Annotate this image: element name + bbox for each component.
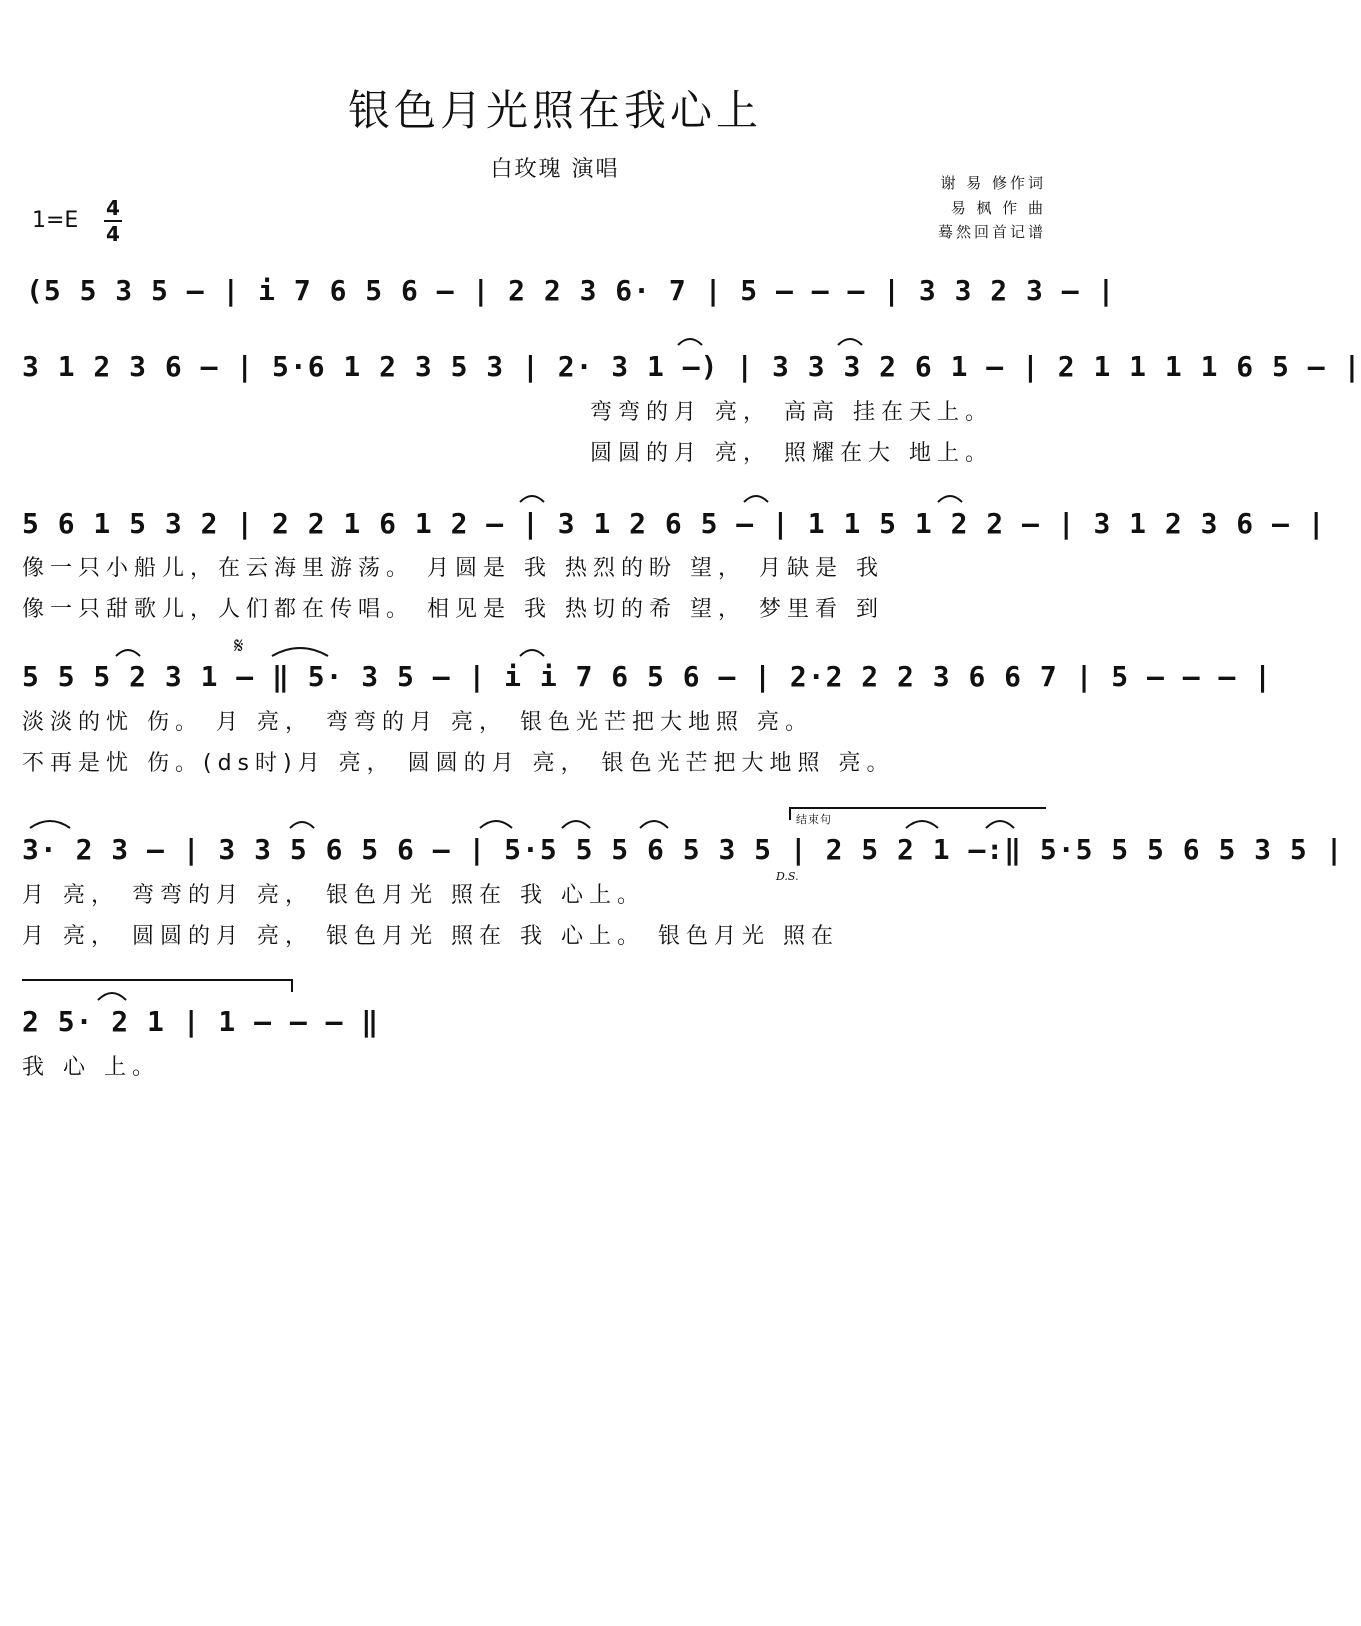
slur-arc xyxy=(838,339,862,345)
slur-arc xyxy=(938,496,962,502)
slur-arc xyxy=(986,821,1014,828)
slur-arc xyxy=(744,496,768,502)
time-signature-top: 4 xyxy=(106,196,120,220)
lyricist-credit: 谢 易 修作词 xyxy=(940,174,1046,192)
slur-arc xyxy=(520,650,544,656)
composer-credit: 易 枫 作 曲 xyxy=(950,199,1046,217)
ending-bracket-continued xyxy=(22,980,292,992)
slur-arc xyxy=(98,993,126,1000)
slur-arc xyxy=(640,821,668,828)
slur-arc xyxy=(272,648,328,656)
time-signature-bottom: 4 xyxy=(106,222,120,246)
slur-arc xyxy=(678,339,702,345)
ending-label: 结束句 xyxy=(796,813,832,826)
notation-row-2: 3 1 2 3 6 – | 5·6 1 2 3 5 3 | 2· 3 1 –) | 3 3 3 2 6 1 – | 2 1 1 1 1 6 5 – | xyxy=(22,350,1361,383)
lyric-row-6-verse-1: 我 心 上。 xyxy=(22,1055,160,1080)
notation-row-3: 5 6 1 5 3 2 | 2 2 1 6 1 2 – | 3 1 2 6 5 – | 1 1 5 1 2 2 – | 3 1 2 3 6 – | xyxy=(22,507,1326,540)
notation-row-6: 2 5· 2 1 | 1 – – – ‖ xyxy=(22,1005,380,1038)
lyric-row-4-verse-1: 淡淡的忧 伤。 月 亮， 弯弯的月 亮， 银色光芒把大地照 亮。 xyxy=(22,710,813,735)
slur-arc xyxy=(480,821,512,828)
segno-mark: 𝄋 xyxy=(234,634,244,659)
notation-row-1: (5 5 3 5 – | i 7 6 5 6 – | 2 2 3 6· 7 | 5 – – – | 3 3 2 3 – | xyxy=(26,274,1116,307)
key-signature: 1=E xyxy=(32,208,79,233)
lyric-row-2-verse-1: 弯弯的月 亮， 高高 挂在天上。 xyxy=(590,400,993,425)
notation-row-4: 5 5 5 2 3 1 – ‖ 5· 3 5 – | i i 7 6 5 6 – | 2·2 2 2 3 6 6 7 | 5 – – – | xyxy=(22,660,1273,693)
ds-mark: D.S. xyxy=(776,870,799,883)
notation-row-5: 3· 2 3 – | 3 3 5 6 5 6 – | 5·5 5 5 6 5 3 5 | 2 5 2 1 –:‖ 5·5 5 5 6 5 3 5 | xyxy=(22,833,1344,866)
lyric-row-4-verse-2: 不再是忧 伤。(ds时)月 亮， 圆圆的月 亮， 银色光芒把大地照 亮。 xyxy=(22,751,895,776)
lyric-row-5-verse-1: 月 亮， 弯弯的月 亮， 银色月光 照在 我 心上。 xyxy=(22,883,645,908)
slur-arc xyxy=(520,496,544,502)
singer-line: 白玫瑰 演唱 xyxy=(490,157,620,182)
lyric-row-2-verse-2: 圆圆的月 亮， 照耀在大 地上。 xyxy=(590,441,993,466)
slur-arc xyxy=(116,650,140,656)
song-title: 银色月光照在我心上 xyxy=(347,86,762,135)
lyric-row-3-verse-2: 像一只甜歌儿，人们都在传唱。 相见是 我 热切的希 望， 梦里看 到 xyxy=(22,597,884,622)
lyric-row-3-verse-1: 像一只小船儿，在云海里游荡。 月圆是 我 热烈的盼 望， 月缺是 我 xyxy=(22,556,884,581)
transcriber-credit: 蓦然回首记谱 xyxy=(937,223,1046,241)
slur-arc xyxy=(30,821,70,828)
slur-arc xyxy=(290,822,314,828)
lyric-row-5-verse-2: 月 亮， 圆圆的月 亮， 银色月光 照在 我 心上。 银色月光 照在 xyxy=(22,924,839,949)
slur-arc xyxy=(562,821,590,828)
ending-bracket xyxy=(790,808,1046,820)
slur-arc xyxy=(906,821,938,828)
